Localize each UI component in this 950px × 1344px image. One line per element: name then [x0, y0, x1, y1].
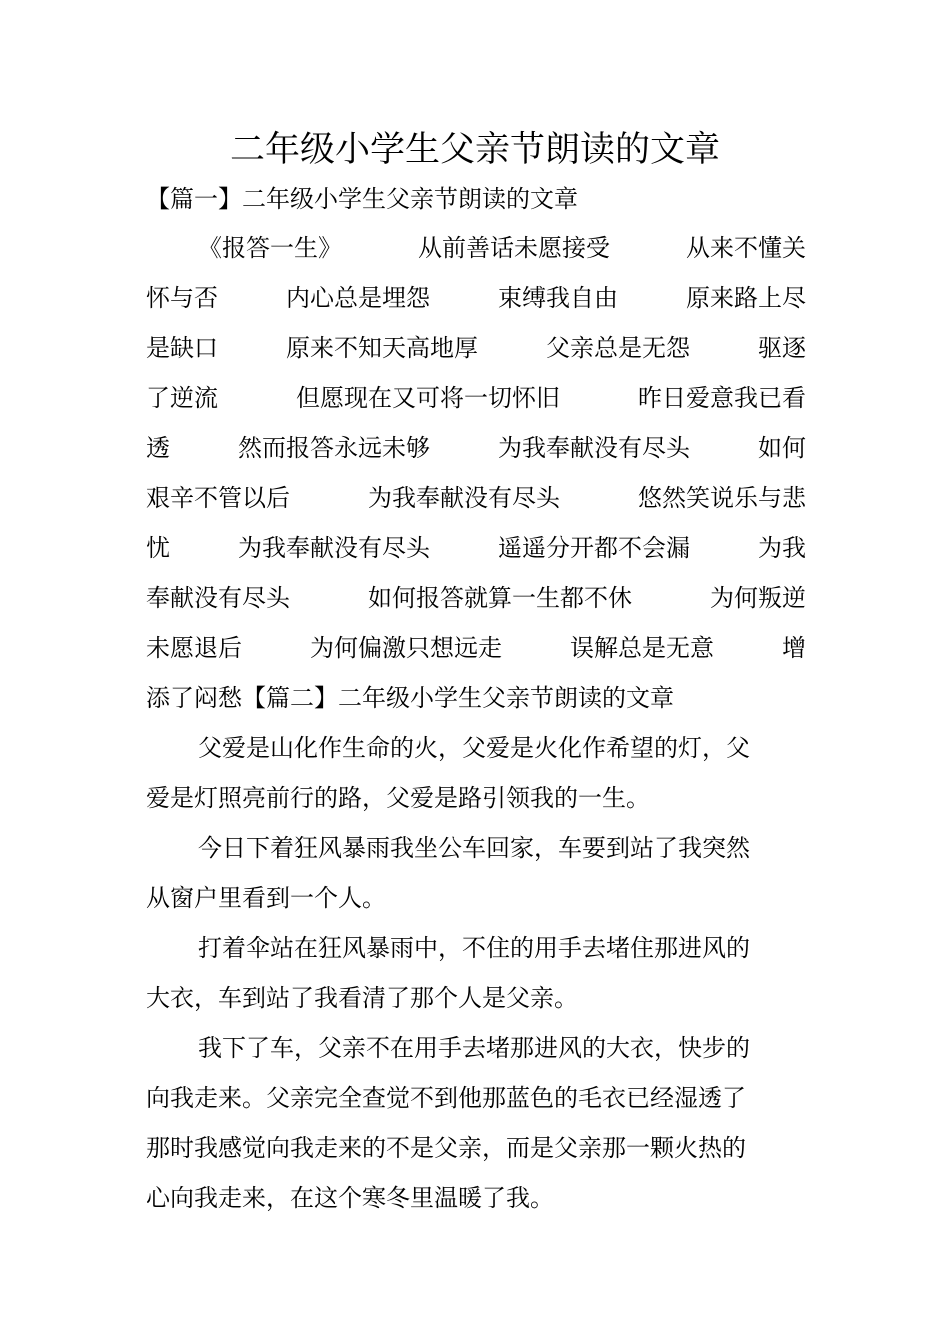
prose-line: 大衣，车到站了我看清了那个人是父亲。 — [146, 984, 578, 1012]
poem-segment: 为何叛逆 — [710, 584, 806, 612]
poem-segment: 是缺口 — [146, 334, 218, 362]
document-title: 二年级小学生父亲节朗读的文章 — [229, 130, 720, 170]
poem-segment: 怀与否 — [146, 284, 218, 312]
prose-line: 那时我感觉向我走来的不是父亲，而是父亲那一颗火热的 — [146, 1134, 746, 1162]
prose-line: 从窗户里看到一个人。 — [146, 884, 386, 912]
poem-line — [146, 380, 806, 416]
poem-line — [146, 330, 806, 366]
poem-line — [146, 280, 806, 316]
poem-segment: 如何 — [758, 434, 806, 462]
poem-line — [146, 430, 806, 466]
poem-segment: 如何报答就算一生都不休 — [368, 584, 632, 612]
poem-line — [198, 230, 806, 266]
poem-segment: 艰辛不管以后 — [146, 484, 290, 512]
poem-segment: 原来不知天高地厚 — [286, 334, 478, 362]
prose-line: 打着伞站在狂风暴雨中，不住的用手去堵住那进风的 — [198, 934, 750, 962]
poem-line — [146, 680, 806, 716]
poem-segment: 为何偏激只想远走 — [310, 634, 502, 662]
poem-segment: 昨日爱意我已看 — [638, 384, 806, 412]
poem-line — [146, 630, 806, 666]
prose-line: 今日下着狂风暴雨我坐公车回家，车要到站了我突然 — [198, 834, 750, 862]
poem-segment: 了逆流 — [146, 384, 218, 412]
poem-segment: 原来路上尽 — [686, 284, 806, 312]
prose-line: 我下了车，父亲不在用手去堵那进风的大衣，快步的 — [198, 1034, 750, 1062]
poem-line — [146, 580, 806, 616]
poem-segment: 误解总是无意 — [570, 634, 714, 662]
poem-segment: 增 — [782, 634, 806, 662]
poem-line — [146, 530, 806, 566]
poem-segment: 内心总是埋怨 — [286, 284, 430, 312]
poem-segment: 束缚我自由 — [498, 284, 618, 312]
poem-segment: 从前善话未愿接受 — [418, 234, 610, 262]
prose-line: 向我走来。父亲完全查觉不到他那蓝色的毛衣已经湿透了 — [146, 1084, 746, 1112]
poem-segment: 添了闷愁【篇二】二年级小学生父亲节朗读的文章 — [146, 684, 674, 712]
poem-segment: 从来不懂关 — [686, 234, 806, 262]
poem-segment: 父亲总是无怨 — [546, 334, 690, 362]
poem-segment: 然而报答永远未够 — [238, 434, 430, 462]
poem-segment: 为我奉献没有尽头 — [498, 434, 690, 462]
poem-segment: 未愿退后 — [146, 634, 242, 662]
poem-segment: 为我奉献没有尽头 — [368, 484, 560, 512]
poem-segment: 遥遥分开都不会漏 — [498, 534, 690, 562]
poem-segment: 悠然笑说乐与悲 — [638, 484, 806, 512]
poem-line — [146, 480, 806, 516]
prose-line: 爱是灯照亮前行的路，父爱是路引领我的一生。 — [146, 784, 650, 812]
poem-segment: 但愿现在又可将一切怀旧 — [296, 384, 560, 412]
prose-line: 心向我走来，在这个寒冬里温暖了我。 — [146, 1184, 554, 1212]
poem-segment: 忧 — [146, 534, 170, 562]
prose-line: 父爱是山化作生命的火，父爱是火化作希望的灯，父 — [198, 734, 750, 762]
poem-segment: 奉献没有尽头 — [146, 584, 290, 612]
poem-segment: 为我 — [758, 534, 806, 562]
poem-segment: 为我奉献没有尽头 — [238, 534, 430, 562]
section-heading-1: 【篇一】二年级小学生父亲节朗读的文章 — [146, 185, 578, 213]
poem-segment: 驱逐 — [758, 334, 806, 362]
poem-segment: 透 — [146, 434, 170, 462]
poem-segment: 《报答一生》 — [198, 234, 342, 262]
